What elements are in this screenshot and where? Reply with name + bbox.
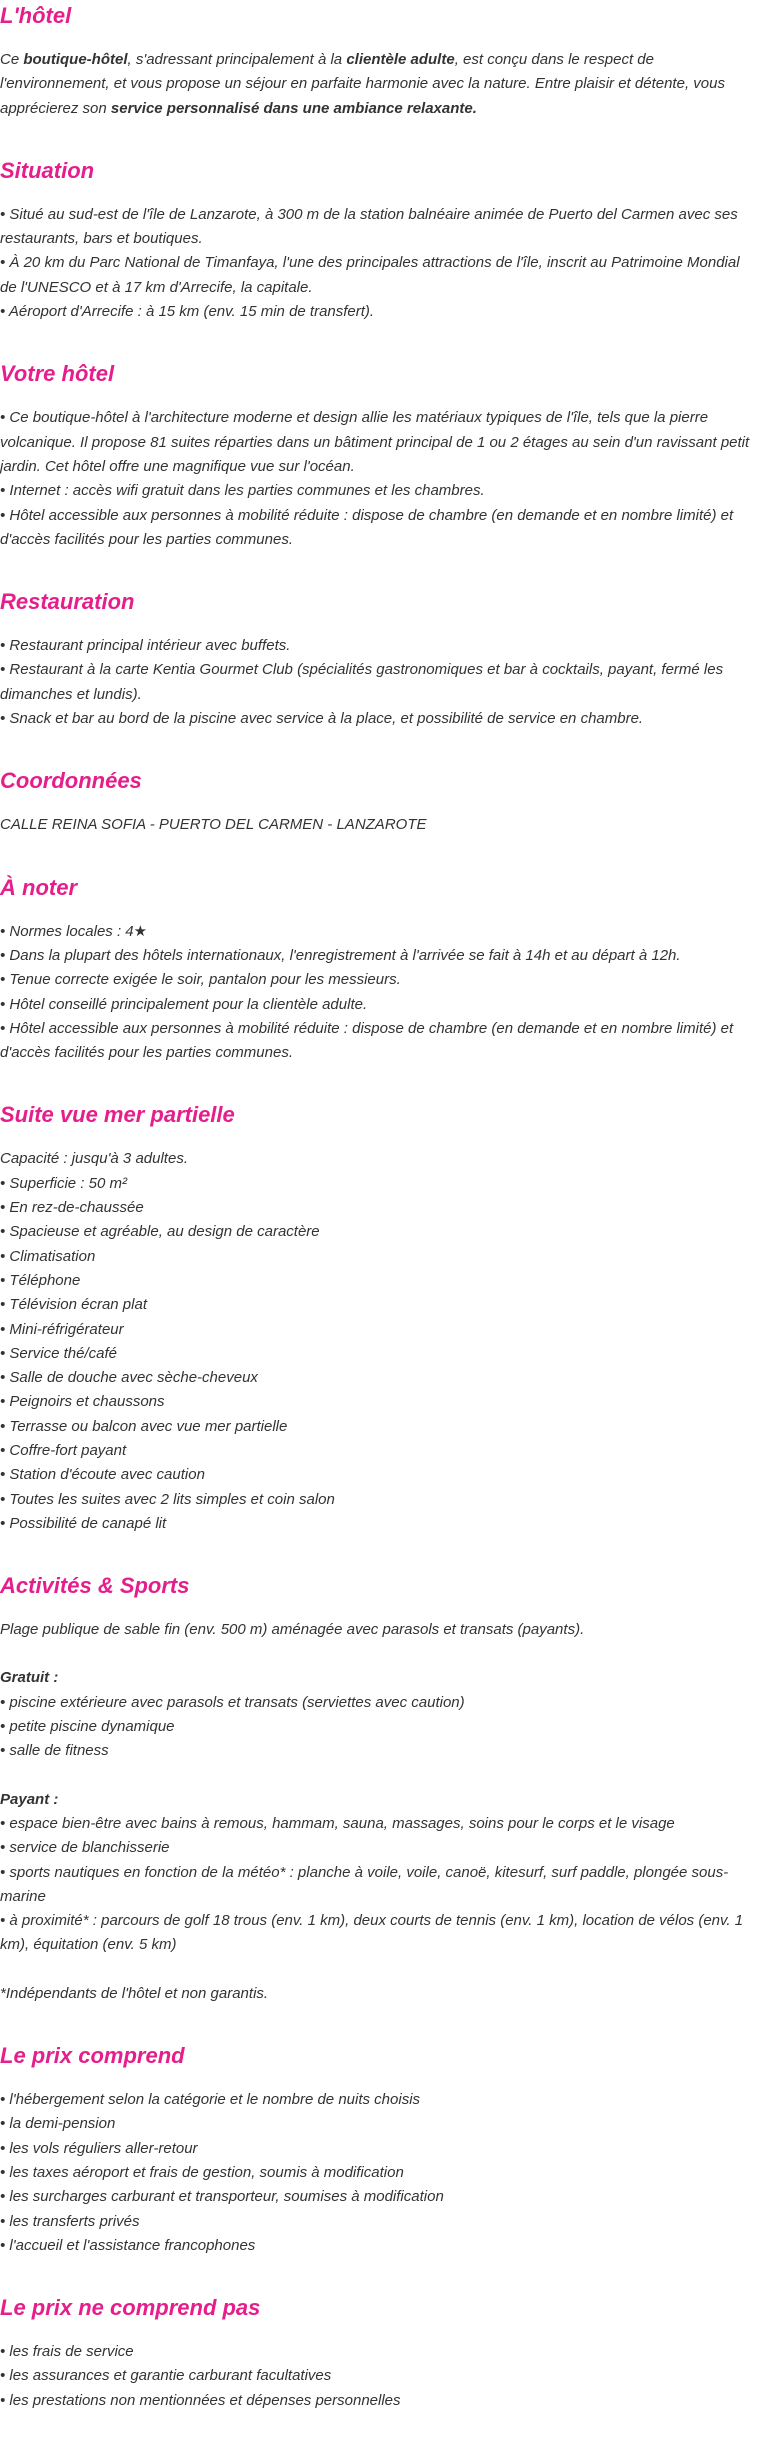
list-item: • En rez-de-chaussée [0,1199,144,1217]
list-item: • les vols réguliers aller-retour [0,2139,198,2157]
activites-note: *Indépendants de l'hôtel et non garantis. [0,1984,269,2002]
prix-comprend-list [0,2088,758,2258]
section-title-prix-ne-comprend: Le prix ne comprend pas [0,2295,261,2321]
list-item: • Restaurant principal intérieur avec buffets. [0,637,291,655]
list-item: • Internet : accès wifi gratuit dans les parties communes et les chambres. [0,482,485,500]
a-noter-list [0,920,758,1066]
hotel-bold-3: service personnalisé dans une ambiance relaxante. [110,99,477,117]
gratuit-label [0,1666,758,1690]
list-item: • la demi-pension [0,2115,116,2133]
list-item: • Coffre-fort payant [0,1441,127,1459]
activites-intro: Plage publique de sable fin (env. 500 m) aménagée avec parasols et transats (payants). [0,1621,585,1639]
prix-ne-comprend-list [0,2340,758,2413]
hotel-paragraph [0,48,758,121]
section-title-coordonnees: Coordonnées [0,768,142,794]
section-title-votre-hotel: Votre hôtel [0,361,115,387]
section-title-prix-comprend: Le prix comprend [0,2043,185,2069]
section-a-noter [0,862,758,1066]
section-situation [0,145,758,324]
section-title-activites: Activités & Sports [0,1573,190,1599]
list-item: • les assurances et garantie carburant facultatives [0,2367,332,2385]
list-item: • à proximité* : parcours de golf 18 trous (env. 1 km), deux courts de tennis (env. 1 km), location de vélos (env. 1 km), équitation (env. 5 km) [0,1912,744,1954]
suite-list [0,1147,758,1536]
section-votre-hotel [0,348,758,552]
list-item: • Tenue correcte exigée le soir, pantalon pour les messieurs. [0,971,401,989]
spacer [0,1764,758,1788]
list-item: • piscine extérieure avec parasols et transats (serviettes avec caution) [0,1693,465,1711]
restauration-list [0,634,758,731]
list-item: • sports nautiques en fonction de la météo* : planche à voile, voile, canoë, kitesurf, surf paddle, plongée sous-marine [0,1863,729,1905]
list-item: • salle de fitness [0,1742,109,1760]
section-hotel [0,0,758,121]
payant-list [0,1812,758,1958]
list-item: • Possibilité de canapé lit [0,1514,167,1532]
section-title-situation: Situation [0,157,95,183]
list-item: • Terrasse ou balcon avec vue mer partielle [0,1417,288,1435]
situation-list [0,203,758,324]
list-item: • les prestations non mentionnées et dépenses personnelles [0,2391,401,2409]
list-item: • Mini-réfrigérateur [0,1320,124,1338]
list-item: • l'hébergement selon la catégorie et le nombre de nuits choisis [0,2091,421,2109]
section-restauration [0,576,758,731]
list-item: • Hôtel accessible aux personnes à mobilité réduite : dispose de chambre (en demande et en nombre limité) et d'accès facilités pour les parties communes. [0,506,734,548]
list-item: • Restaurant à la carte Kentia Gourmet Club (spécialités gastronomiques et bar à cocktails, payant, fermé les dimanches et lundis). [0,661,724,703]
list-item: • Spacieuse et agréable, au design de caractère [0,1223,320,1241]
section-prix-ne-comprend [0,2282,758,2413]
section-coordonnees [0,755,758,837]
section-title-hotel: L'hôtel [0,3,72,28]
list-item: CALLE REINA SOFIA - PUERTO DEL CARMEN - LANZAROTE [0,816,427,834]
list-item: • Climatisation [0,1247,96,1265]
list-item: • les transferts privés [0,2212,140,2230]
list-item: • service de blanchisserie [0,1839,170,1857]
list-item: • Aéroport d'Arrecife : à 15 km (env. 15 min de transfert). [0,303,375,321]
list-item: • Salle de douche avec sèche-cheveux [0,1369,258,1387]
list-item: • Téléphone [0,1271,81,1289]
list-item: • Peignoirs et chaussons [0,1393,165,1411]
list-item: • espace bien-être avec bains à remous, hammam, sauna, massages, soins pour le corps et le visage [0,1814,675,1832]
list-item: • Dans la plupart des hôtels internationaux, l'enregistrement à l'arrivée se fait à 14h et au départ à 12h. [0,946,681,964]
list-item: • Télévision écran plat [0,1296,147,1314]
payant-label [0,1788,758,1812]
section-title-a-noter: À noter [0,874,77,900]
section-suite [0,1089,758,1536]
gratuit-label-text: Gratuit : [0,1669,59,1687]
payant-label-text: Payant : [0,1790,59,1808]
list-item: • Hôtel accessible aux personnes à mobilité réduite : dispose de chambre (en demande et en nombre limité) et d'accès facilités pour les parties communes. [0,1019,734,1062]
hotel-bold-2: clientèle adulte [346,51,455,68]
list-item: • Hôtel conseillé principalement pour la clientèle adulte. [0,995,368,1013]
hotel-text-3: , est conçu dans le respect de l'environnement, et vous propose un séjour en parfaite harmonie avec la nature. Entre plaisir et détente, vous apprécierez son [0,51,725,117]
list-item: • Situé au sud-est de l'île de Lanzarote, à 300 m de la station balnéaire animée de Puerto del Carmen avec ses restaurants, bars et boutiques. [0,205,738,248]
spacer [0,1642,758,1666]
list-item: • Ce boutique-hôtel à l'architecture moderne et design allie les matériaux typiques de l'île, tels que la pierre volcanique. Il propose 81 suites réparties dans un bâtiment principal de 1 ou 2 étages au sein d'un ravissant petit jardin. Cet hôtel offre une magnifique vue sur l'océan. [0,409,750,475]
section-title-restauration: Restauration [0,589,135,615]
spacer [0,1958,758,1982]
votre-hotel-list [0,406,758,552]
hotel-bold-1: boutique-hôtel [23,51,128,68]
list-item: • Service thé/café [0,1344,117,1362]
list-item: • Superficie : 50 m² [0,1174,127,1192]
hotel-text-2: , s'adressant principalement à la [127,51,347,68]
hotel-text-1: Ce [0,51,24,68]
coordonnees-list [0,813,758,837]
section-activites [0,1560,758,2006]
list-item: • Toutes les suites avec 2 lits simples et coin salon [0,1490,335,1508]
list-item: • Normes locales : 4★ [0,922,148,940]
list-item: • les surcharges carburant et transporteur, soumises à modification [0,2188,444,2206]
list-item: • les taxes aéroport et frais de gestion, soumis à modification [0,2163,404,2181]
list-item: • Snack et bar au bord de la piscine avec service à la place, et possibilité de service en chambre. [0,710,644,728]
section-prix-comprend [0,2030,758,2258]
list-item: • petite piscine dynamique [0,1718,175,1736]
section-title-suite: Suite vue mer partielle [0,1102,235,1128]
gratuit-list [0,1691,758,1764]
list-item: Capacité : jusqu'à 3 adultes. [0,1150,188,1168]
list-item: • Station d'écoute avec caution [0,1466,205,1484]
list-item: • les frais de service [0,2343,134,2361]
list-item: • l'accueil et l'assistance francophones [0,2236,256,2254]
list-item: • À 20 km du Parc National de Timanfaya, l'une des principales attractions de l'île, inscrit au Patrimoine Mondial de l'UNESCO et à 17 km d'Arrecife, la capitale. [0,254,740,296]
